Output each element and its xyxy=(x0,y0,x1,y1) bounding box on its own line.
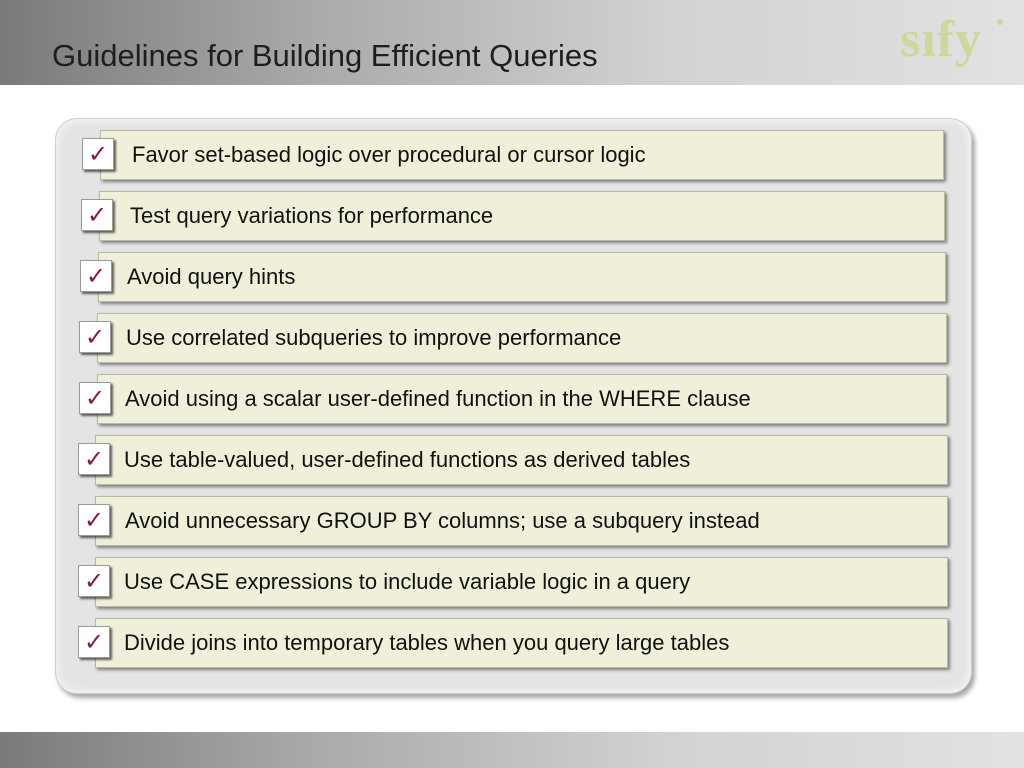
checklist-item-label: Use table-valued, user-defined functions as derived tables xyxy=(124,447,691,472)
checklist-item-label: Avoid using a scalar user-defined function in the WHERE clause xyxy=(125,386,751,411)
checkmark-icon: ✓ xyxy=(84,323,106,351)
checklist-item xyxy=(78,496,948,546)
checkmark-icon: ✓ xyxy=(83,445,105,473)
checklist-item xyxy=(82,130,944,180)
checkbox xyxy=(80,260,112,292)
checkbox xyxy=(81,199,113,231)
checklist-item xyxy=(78,618,948,668)
checkmark-icon: ✓ xyxy=(83,628,105,656)
checklist-item xyxy=(79,313,947,363)
checkmark-icon: ✓ xyxy=(87,140,109,168)
slide-title: Guidelines for Building Efficient Queries xyxy=(52,38,598,73)
checkbox xyxy=(79,321,111,353)
checklist-item-label: Divide joins into temporary tables when you query large tables xyxy=(124,630,730,655)
checklist-item-label: Test query variations for performance xyxy=(130,203,494,228)
checkmark-icon: ✓ xyxy=(86,201,108,229)
checklist-item-label: Avoid query hints xyxy=(127,264,296,289)
checklist-item xyxy=(80,252,946,302)
checkbox xyxy=(78,443,110,475)
checkmark-icon: ✓ xyxy=(85,262,107,290)
checklist-item xyxy=(78,435,948,485)
sify-logo: sıfy xyxy=(900,11,982,68)
checkmark-icon: ✓ xyxy=(83,506,105,534)
checklist-item-label: Favor set-based logic over procedural or cursor logic xyxy=(132,142,646,167)
checkbox xyxy=(79,382,111,414)
checkbox xyxy=(82,138,114,170)
footer-bar xyxy=(0,732,1024,768)
checkmark-icon: ✓ xyxy=(83,567,105,595)
checklist-item xyxy=(79,374,947,424)
logo-dot xyxy=(997,19,1003,25)
checkbox xyxy=(78,565,110,597)
checklist-item xyxy=(78,557,948,607)
checklist-item-label: Use correlated subqueries to improve performance xyxy=(126,325,622,350)
checklist-item-label: Use CASE expressions to include variable logic in a query xyxy=(124,569,691,594)
checklist-item xyxy=(81,191,945,241)
checkmark-icon: ✓ xyxy=(84,384,106,412)
checkbox xyxy=(78,504,110,536)
checklist-item-label: Avoid unnecessary GROUP BY columns; use a subquery instead xyxy=(125,508,760,533)
checkbox xyxy=(78,626,110,658)
